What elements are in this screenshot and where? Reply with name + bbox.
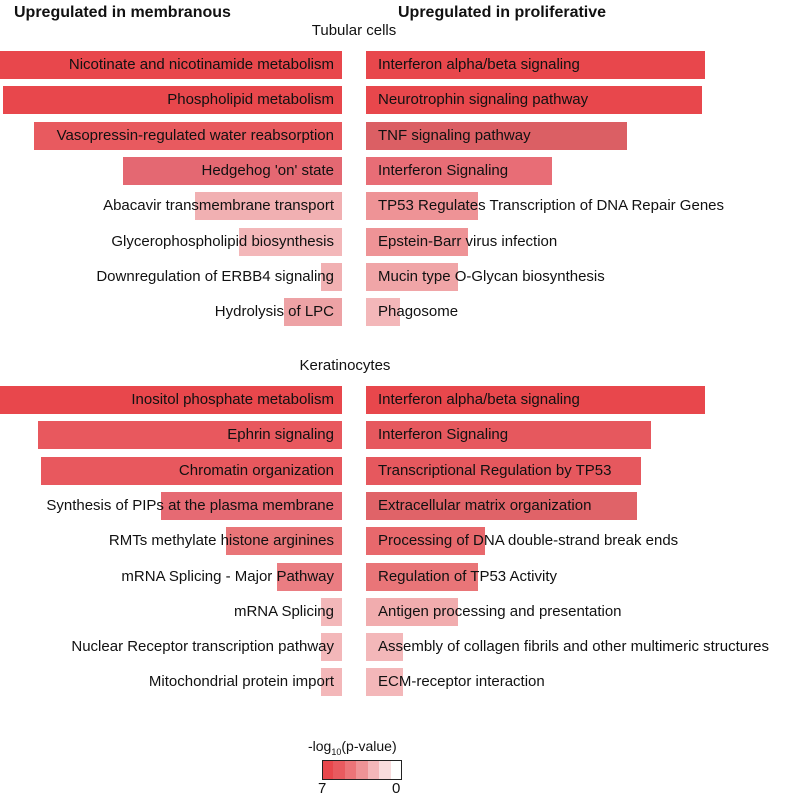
- legend-swatch: [333, 760, 345, 780]
- legend-swatch: [368, 760, 379, 780]
- bar-label-proliferative: Epstein-Barr virus infection: [378, 233, 558, 250]
- bar-label-proliferative: Extracellular matrix organization: [378, 497, 592, 514]
- panel-title-keratinocytes: Keratinocytes: [299, 357, 391, 374]
- legend-max-label: 0: [392, 780, 401, 797]
- legend-title-base: 10: [331, 746, 342, 757]
- bar-label-membranous: Nuclear Receptor transcription pathway: [71, 638, 334, 655]
- legend-title-pvalue: (p-value): [341, 738, 397, 754]
- legend-swatch: [322, 760, 333, 780]
- bar-label-membranous: Phospholipid metabolism: [167, 91, 334, 108]
- bar-label-membranous: Hydrolysis of LPC: [214, 303, 334, 320]
- bar-label-membranous: Abacavir transmembrane transport: [103, 197, 334, 214]
- bar-label-membranous: Ephrin signaling: [227, 426, 334, 443]
- bar-label-membranous: RMTs methylate histone arginines: [108, 532, 334, 549]
- bar-label-proliferative: Processing of DNA double-strand break ends: [378, 532, 679, 549]
- bar-label-membranous: Hedgehog 'on' state: [201, 162, 334, 179]
- legend-title: [308, 738, 397, 757]
- bar-label-membranous: Vasopressin-regulated water reabsorption: [56, 127, 334, 144]
- bar-label-membranous: Chromatin organization: [178, 462, 334, 479]
- bar-label-proliferative: Interferon alpha/beta signaling: [378, 56, 580, 73]
- panel-title-tubular-cells: Tubular cells: [311, 22, 397, 39]
- bar-label-proliferative: Regulation of TP53 Activity: [378, 568, 557, 585]
- bar-label-proliferative: Interferon Signaling: [378, 426, 509, 443]
- bar-label-proliferative: Transcriptional Regulation by TP53: [378, 462, 612, 479]
- legend-swatch: [356, 760, 368, 780]
- bar-label-membranous: Mitochondrial protein import: [148, 673, 334, 690]
- bar-label-proliferative: Neurotrophin signaling pathway: [378, 91, 589, 108]
- bar-label-membranous: Glycerophospholipid biosynthesis: [111, 233, 334, 250]
- bar-label-proliferative: Mucin type O-Glycan biosynthesis: [378, 268, 605, 285]
- bar-label-membranous: Inositol phosphate metabolism: [131, 391, 334, 408]
- left-column-header: Upregulated in membranous: [14, 4, 231, 21]
- bar-label-proliferative: Antigen processing and presentation: [378, 603, 622, 620]
- legend-swatch: [345, 760, 356, 780]
- bar-label-membranous: Synthesis of PIPs at the plasma membrane: [46, 497, 334, 514]
- bar-label-proliferative: ECM-receptor interaction: [378, 673, 545, 690]
- bar-label-membranous: Nicotinate and nicotinamide metabolism: [68, 56, 334, 73]
- bar-label-proliferative: Phagosome: [378, 303, 459, 320]
- bar-label-proliferative: TP53 Regulates Transcription of DNA Repair Genes: [378, 197, 725, 214]
- right-column-header: Upregulated in proliferative: [398, 4, 607, 21]
- bar-label-proliferative: Interferon Signaling: [378, 162, 509, 179]
- bar-label-membranous: mRNA Splicing - Major Pathway: [121, 568, 334, 585]
- legend-title-log: -log: [308, 738, 332, 754]
- bar-label-proliferative: Interferon alpha/beta signaling: [378, 391, 580, 408]
- legend-swatch: [391, 760, 402, 780]
- legend-min-label: 7: [318, 780, 327, 797]
- bar-label-membranous: Downregulation of ERBB4 signaling: [96, 268, 334, 285]
- bar-label-proliferative: Assembly of collagen fibrils and other multimeric structures: [378, 638, 769, 655]
- bar-label-membranous: mRNA Splicing: [233, 603, 334, 620]
- bar-label-proliferative: TNF signaling pathway: [378, 127, 531, 144]
- legend-swatch: [379, 760, 391, 780]
